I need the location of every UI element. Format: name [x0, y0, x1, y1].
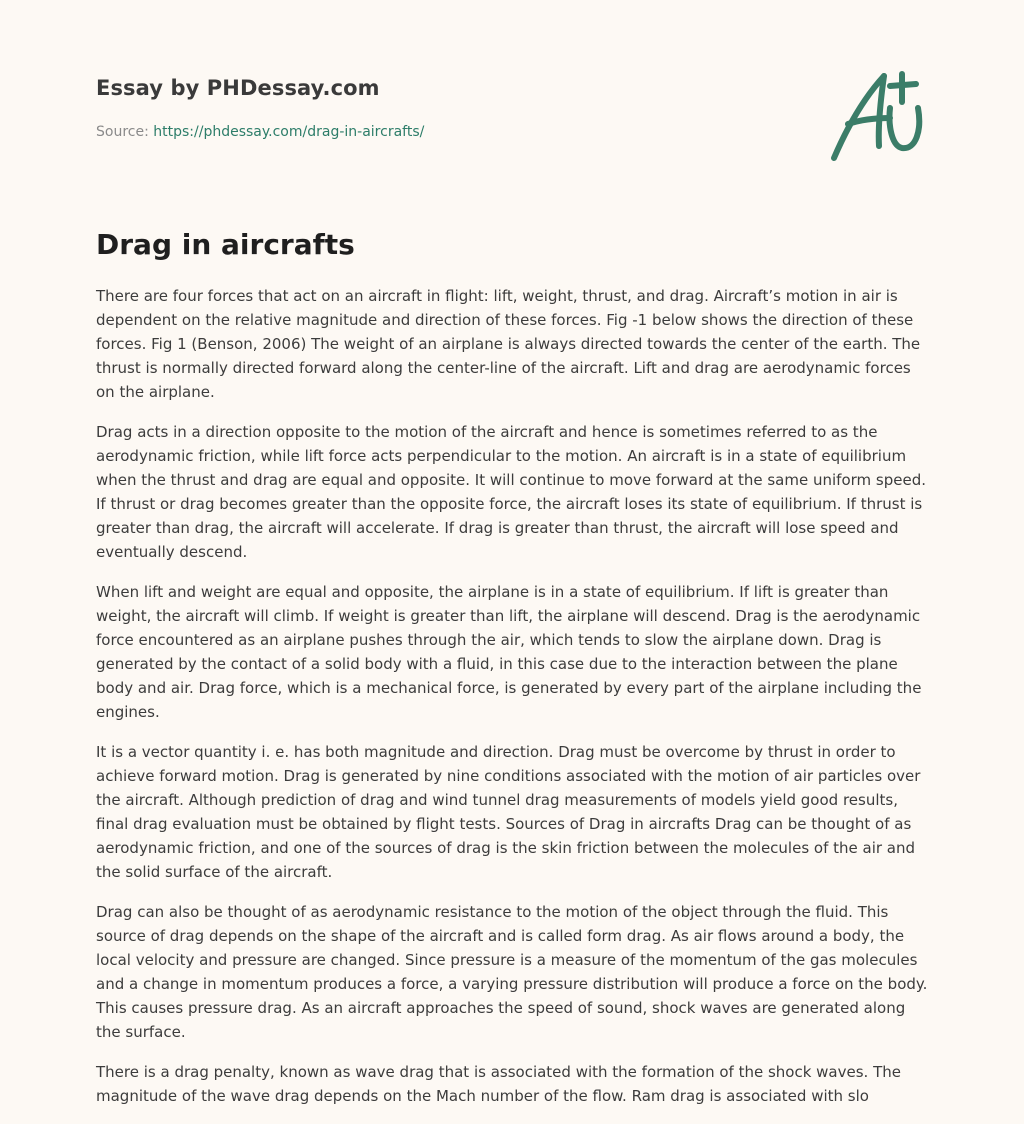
source-line: [96, 124, 424, 140]
essay-paragraph: Drag can also be thought of as aerodynamic resistance to the motion of the object through the fluid. This source of drag depends on the shape of the aircraft and is called form drag. As air flows around a body, the local velocity and pressure are changed. Since pressure is a measure of the momentum of the gas molecules and a change in momentum produces a force, a varying pressure distribution will produce a force on the body. This causes pressure drag. As an aircraft approaches the speed of sound, shock waves are generated along the surface.: [96, 903, 928, 1041]
source-label: Source:: [96, 124, 154, 140]
brand-title: Essay by PHDessay.com: [96, 76, 380, 100]
source-link[interactable]: https://phdessay.com/drag-in-aircrafts/: [153, 124, 425, 140]
essay-paragraph: It is a vector quantity i. e. has both magnitude and direction. Drag must be overcome by thrust in order to achieve forward motion. Drag is generated by nine conditions associated with the motion of air particles over the aircraft. Although prediction of drag and wind tunnel drag measurements of models yield good results, final drag evaluation must be obtained by flight tests. Sources of Drag in aircrafts Drag can be thought of as aerodynamic friction, and one of the sources of drag is the skin friction between the molecules of the air and the solid surface of the aircraft.: [96, 743, 921, 881]
essay-paragraph: When lift and weight are equal and opposite, the airplane is in a state of equilibrium. If lift is greater than weight, the aircraft will climb. If weight is greater than lift, the airplane will descend. Drag is the aerodynamic force encountered as an airplane pushes through the air, which tends to slow the airplane down. Drag is generated by the contact of a solid body with a fluid, in this case due to the interaction between the plane body and air. Drag force, which is a mechanical force, is generated by every part of the airplane including the engines.: [96, 583, 922, 721]
header: [96, 0, 928, 200]
essay-paragraph: There are four forces that act on an aircraft in flight: lift, weight, thrust, and drag. Aircraft’s motion in air is dependent on the relative magnitude and direction of these forces. Fig -1 below shows the direction of these forces. Fig 1 (Benson, 2006) The weight of an airplane is always directed towards the center of the earth. The thrust is normally directed forward along the center-line of the aircraft. Lift and drag are aerodynamic forces on the airplane.: [96, 287, 921, 401]
essay-paragraph: There is a drag penalty, known as wave drag that is associated with the formation of the shock waves. The magnitude of the wave drag depends on the Mach number of the flow. Ram drag is associated with slo: [96, 1063, 901, 1105]
essay-title: Drag in aircrafts: [96, 228, 355, 261]
a-plus-logo-icon: [828, 66, 932, 166]
essay-paragraph: Drag acts in a direction opposite to the motion of the aircraft and hence is sometimes referred to as the aerodynamic friction, while lift force acts perpendicular to the motion. An aircraft is in a state of equilibrium when the thrust and drag are equal and opposite. It will continue to move forward at the same uniform speed. If thrust or drag becomes greater than the opposite force, the aircraft loses its state of equilibrium. If thrust is greater than drag, the aircraft will accelerate. If drag is greater than thrust, the aircraft will lose speed and eventually descend.: [96, 423, 926, 561]
essay-body: [96, 284, 930, 1124]
